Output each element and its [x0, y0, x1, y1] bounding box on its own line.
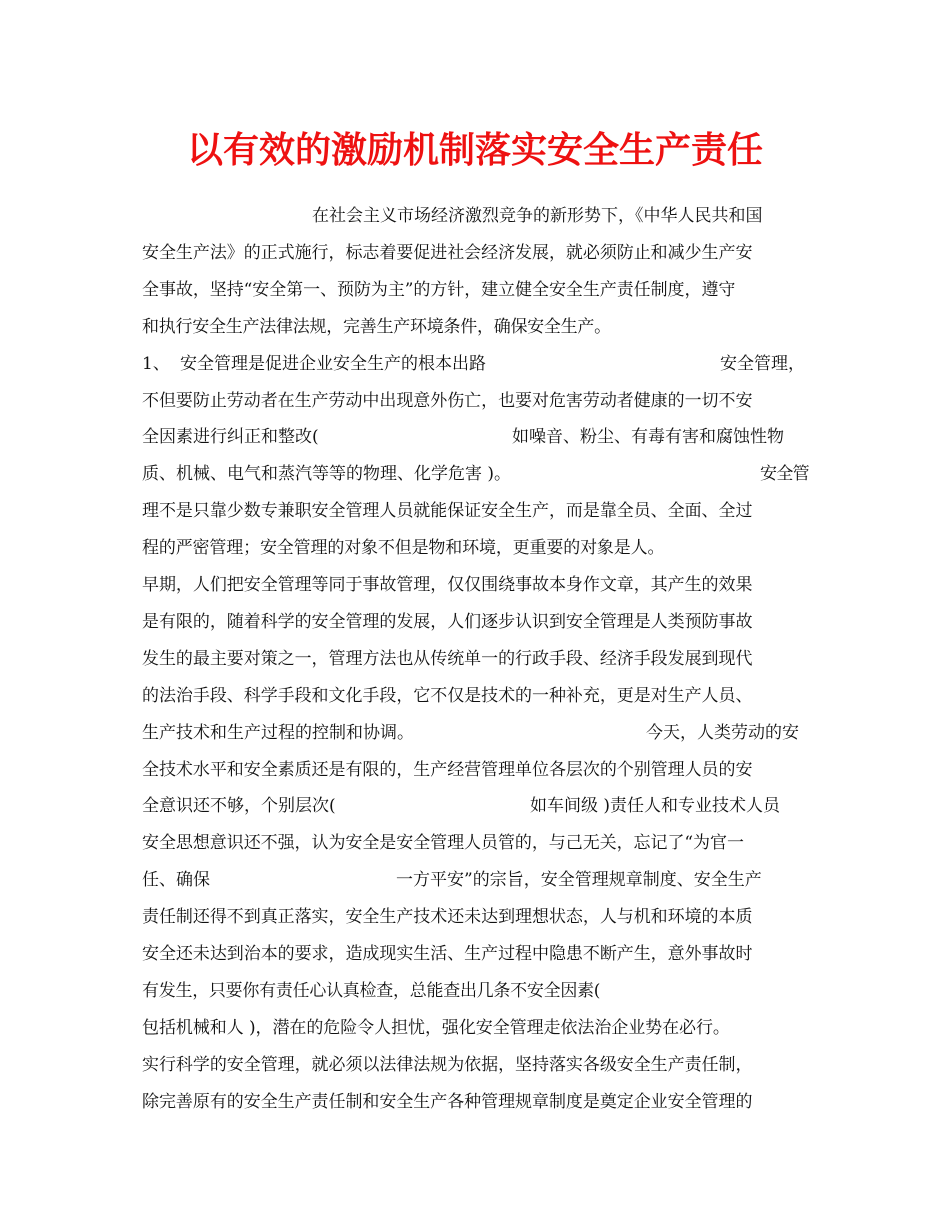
text-segment: 早期，人们把安全管理等同于事故管理，仅仅围绕事故本身作文章，其产生的效果: [142, 575, 753, 595]
text-segment: 1、: [142, 353, 170, 374]
text-segment: 的法治手段、科学手段和文化手段，它不仅是技术的一种补充，更是对生产人员、: [142, 685, 753, 706]
text-segment: 不但要防止劳动者在生产劳动中出现意外伤亡，也要对危害劳动者健康的一切不安: [142, 390, 753, 411]
text-line: [142, 459, 809, 489]
text-line: [142, 422, 809, 452]
text-segment: 责任制还得不到真正落实，安全生产技术还未达到理想状态，人与机和环境的本质: [142, 907, 753, 928]
text-segment: 程的严密管理；安全管理的对象不但是物和环境，更重要的对象是人。: [142, 538, 665, 559]
text-line: [142, 791, 809, 821]
text-segment: 安全管理是促进企业安全生产的根本出路: [180, 353, 486, 374]
text-line: [142, 939, 809, 969]
text-segment: 安全还未达到治本的要求，造成现实生活、生产过程中隐患不断产生，意外事故时: [142, 944, 753, 964]
text-line: [142, 533, 809, 563]
text-segment: 如车间级 )责任人和专业技术人员: [530, 796, 781, 817]
text-line: [142, 865, 809, 895]
text-segment: 全意识还不够，个别层次(: [142, 796, 336, 817]
text-segment: 质、机械、电气和蒸汽等等的物理、化学危害 )。: [142, 464, 512, 485]
text-line: [142, 386, 809, 416]
text-line: [142, 718, 809, 748]
text-line: [142, 349, 809, 379]
text-segment: 全事故，坚持“安全第一、预防为主”的方针，建立健全安全生产责任制度，遵守: [142, 279, 736, 300]
document-title: 以有效的激励机制落实安全生产责任: [186, 130, 763, 171]
text-segment: 安全管理，: [720, 353, 805, 374]
text-line: [142, 976, 809, 1006]
text-segment: 全因素进行纠正和整改(: [142, 427, 319, 448]
text-line: [142, 496, 809, 526]
text-segment: 在社会主义市场经济激烈竞争的新形势下，《中华人民共和国: [312, 206, 763, 226]
text-line: [142, 1087, 809, 1117]
text-segment: 实行科学的安全管理，就必须以法律法规为依据，坚持落实各级安全生产责任制，: [142, 1054, 753, 1075]
text-line: [142, 275, 809, 305]
text-segment: 发生的最主要对策之一，管理方法也从传统单一的行政手段、经济手段发展到现代: [142, 648, 753, 669]
text-segment: 安全管: [760, 464, 809, 485]
text-segment: 如噪音、粉尘、有毒有害和腐蚀性物: [512, 427, 784, 448]
text-segment: 安全生产法》的正式施行，标志着要促进社会经济发展，就必须防止和减少生产安: [142, 242, 753, 263]
text-line: [142, 238, 809, 268]
text-segment: 理不是只靠少数专兼职安全管理人员就能保证安全生产，而是靠全员、全面、全过: [142, 501, 753, 522]
text-segment: 安全思想意识还不强，认为安全是安全管理人员管的，与己无关，忘记了“为官一: [142, 833, 744, 854]
text-segment: 全技术水平和安全素质还是有限的，生产经营管理单位各层次的个别管理人员的安: [142, 759, 753, 780]
text-segment: 一方平安”的宗旨，安全管理规章制度、安全生产: [396, 870, 762, 891]
text-line: [142, 201, 809, 231]
text-segment: 任、确保: [142, 870, 210, 891]
text-segment: 是有限的，随着科学的安全管理的发展，人们逐步认识到安全管理是人类预防事故: [142, 611, 753, 632]
text-line: [142, 644, 809, 674]
text-line: [142, 570, 809, 600]
text-line: [142, 1013, 809, 1043]
text-segment: 除完善原有的安全生产责任制和安全生产各种管理规章制度是奠定企业安全管理的: [142, 1091, 753, 1112]
text-line: [142, 312, 809, 342]
text-segment: 和执行安全生产法律法规，完善生产环境条件，确保安全生产。: [142, 316, 611, 337]
text-segment: 包括机械和人 )，潜在的危险令人担忧，强化安全管理走依法治企业势在必行。: [142, 1017, 730, 1038]
text-segment: 生产技术和生产过程的控制和协调。: [142, 722, 414, 743]
text-line: [142, 1050, 809, 1080]
text-segment: 今天，人类劳动的安: [646, 722, 799, 743]
text-line: [142, 828, 809, 858]
text-line: [142, 681, 809, 711]
text-line: [142, 755, 809, 785]
text-segment: 有发生，只要你有责任心认真检查，总能查出几条不安全因素(: [142, 980, 601, 1001]
text-line: [142, 902, 809, 932]
text-line: [142, 607, 809, 637]
